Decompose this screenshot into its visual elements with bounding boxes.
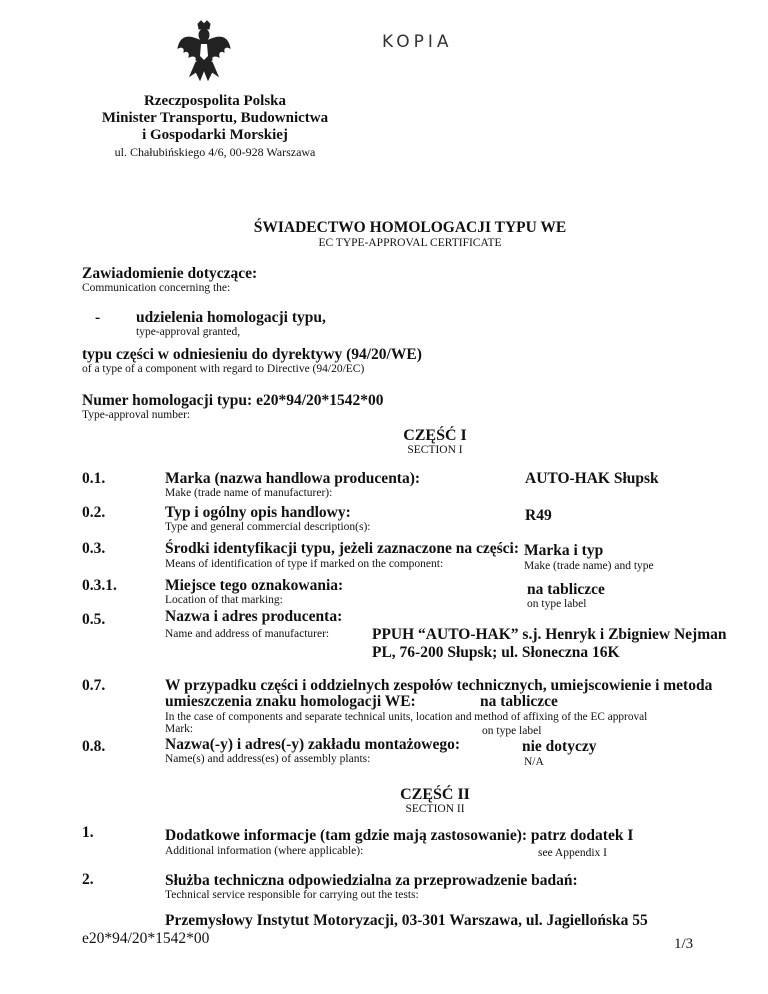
item-value-en: on type label [527, 598, 587, 610]
item-value: Marka i typ [524, 542, 604, 559]
section2-title-en: SECTION II [405, 803, 465, 815]
item-label-en: Name(s) and address(es) of assembly plants: [165, 753, 371, 765]
communication-label-en: Communication concerning the: [82, 282, 231, 294]
item-label-en: Make (trade name of manufacturer): [165, 487, 333, 499]
item-label-en-cont: Mark: [165, 723, 194, 735]
item-label: Marka (nazwa handlowa producenta): [165, 470, 421, 487]
item-value: nie dotyczy [522, 738, 597, 755]
item-label: W przypadku części i oddzielnych zespołów technicznych, umiejscowienie i metoda [165, 677, 713, 694]
item-number: 1. [82, 824, 94, 841]
doc-title-en: EC TYPE-APPROVAL CERTIFICATE [318, 237, 502, 249]
item-label: Typ i ogólny opis handlowy: [165, 504, 351, 521]
page-number: 1/3 [674, 936, 694, 952]
granted-dash: - [95, 309, 101, 326]
footer-code: e20*94/20*1542*00 [82, 930, 210, 947]
item-label: Środki identyfikacji typu, jeżeli zaznaczone na części: [165, 540, 520, 557]
approval-number: Numer homologacji typu: e20*94/20*1542*00 [82, 392, 384, 409]
item-label: Miejsce tego oznakowania: [165, 577, 344, 594]
polish-eagle-emblem-icon [176, 20, 232, 84]
section2-title: CZĘŚĆ II [400, 786, 470, 803]
item-number: 0.8. [82, 738, 106, 755]
item-value-en: Make (trade name) and type [524, 560, 654, 572]
item-number: 2. [82, 871, 94, 888]
item-number: 0.1. [82, 470, 106, 487]
section1-title: CZĘŚĆ I [403, 427, 467, 444]
item-number: 0.5. [82, 611, 106, 628]
header-address: ul. Chałubińskiego 4/6, 00-928 Warszawa [114, 145, 316, 159]
directive-label-en: of a type of a component with regard to Directive (94/20/EC) [82, 363, 365, 375]
item-value-en: on type label [482, 725, 542, 737]
item-value-en: see Appendix I [538, 847, 607, 859]
section1-title-en: SECTION I [407, 444, 463, 456]
item-value: Przemysłowy Instytut Motoryzacji, 03-301 Warszawa, ul. Jagiellońska 55 [165, 912, 648, 929]
item-label-en: Location of that marking: [165, 594, 283, 606]
communication-label: Zawiadomienie dotyczące: [82, 265, 258, 282]
item-value-en: N/A [524, 756, 544, 768]
item-label-cont: umieszczenia znaku homologacji WE: [165, 693, 416, 710]
item-number: 0.7. [82, 677, 106, 694]
item-label: Służba techniczna odpowiedzialna za przeprowadzenie badań: [165, 872, 578, 889]
item-value: na tabliczce [527, 581, 605, 598]
item-label-en: Name and address of manufacturer: [165, 628, 330, 640]
item-number: 0.3. [82, 540, 106, 557]
item-label-en: Type and general commercial description(s): [165, 521, 371, 533]
item-number: 0.2. [82, 504, 106, 521]
item-number: 0.3.1. [82, 577, 117, 594]
item-label-en: Technical service responsible for carrying out the tests: [165, 889, 419, 901]
header-ministry-cont: i Gospodarki Morskiej [142, 127, 288, 143]
item-label: Dodatkowe informacje (tam gdzie mają zastosowanie): patrz dodatek I [165, 827, 634, 844]
copy-stamp: KOPIA [382, 32, 453, 52]
item-label-en: In the case of components and separate technical units, location and method of affixing of the EC approval [165, 711, 648, 723]
item-value-cont: PL, 76-200 Słupsk; ul. Słoneczna 16K [372, 644, 620, 661]
header-country: Rzeczpospolita Polska [143, 93, 287, 109]
item-value: PPUH “AUTO-HAK” s.j. Henryk i Zbigniew Nejman [372, 626, 727, 643]
item-value: R49 [525, 507, 552, 524]
directive-label: typu części w odniesieniu do dyrektywy (94/20/WE) [82, 346, 422, 363]
item-value: na tabliczce [480, 693, 558, 710]
doc-title: ŚWIADECTWO HOMOLOGACJI TYPU WE [253, 219, 567, 236]
granted-label-en: type-approval granted, [136, 326, 241, 338]
item-label-en: Means of identification of type if marked on the component: [165, 558, 444, 570]
item-value: AUTO-HAK Słupsk [525, 470, 659, 487]
item-label: Nazwa(-y) i adres(-y) zakładu montażowego: [165, 736, 461, 753]
granted-label: udzielenia homologacji typu, [136, 309, 326, 326]
approval-number-en: Type-approval number: [82, 409, 191, 421]
item-label: Nazwa i adres producenta: [165, 608, 343, 625]
item-label-en: Additional information (where applicable): [165, 845, 364, 857]
header-ministry: Minister Transportu, Budownictwa [101, 110, 329, 126]
